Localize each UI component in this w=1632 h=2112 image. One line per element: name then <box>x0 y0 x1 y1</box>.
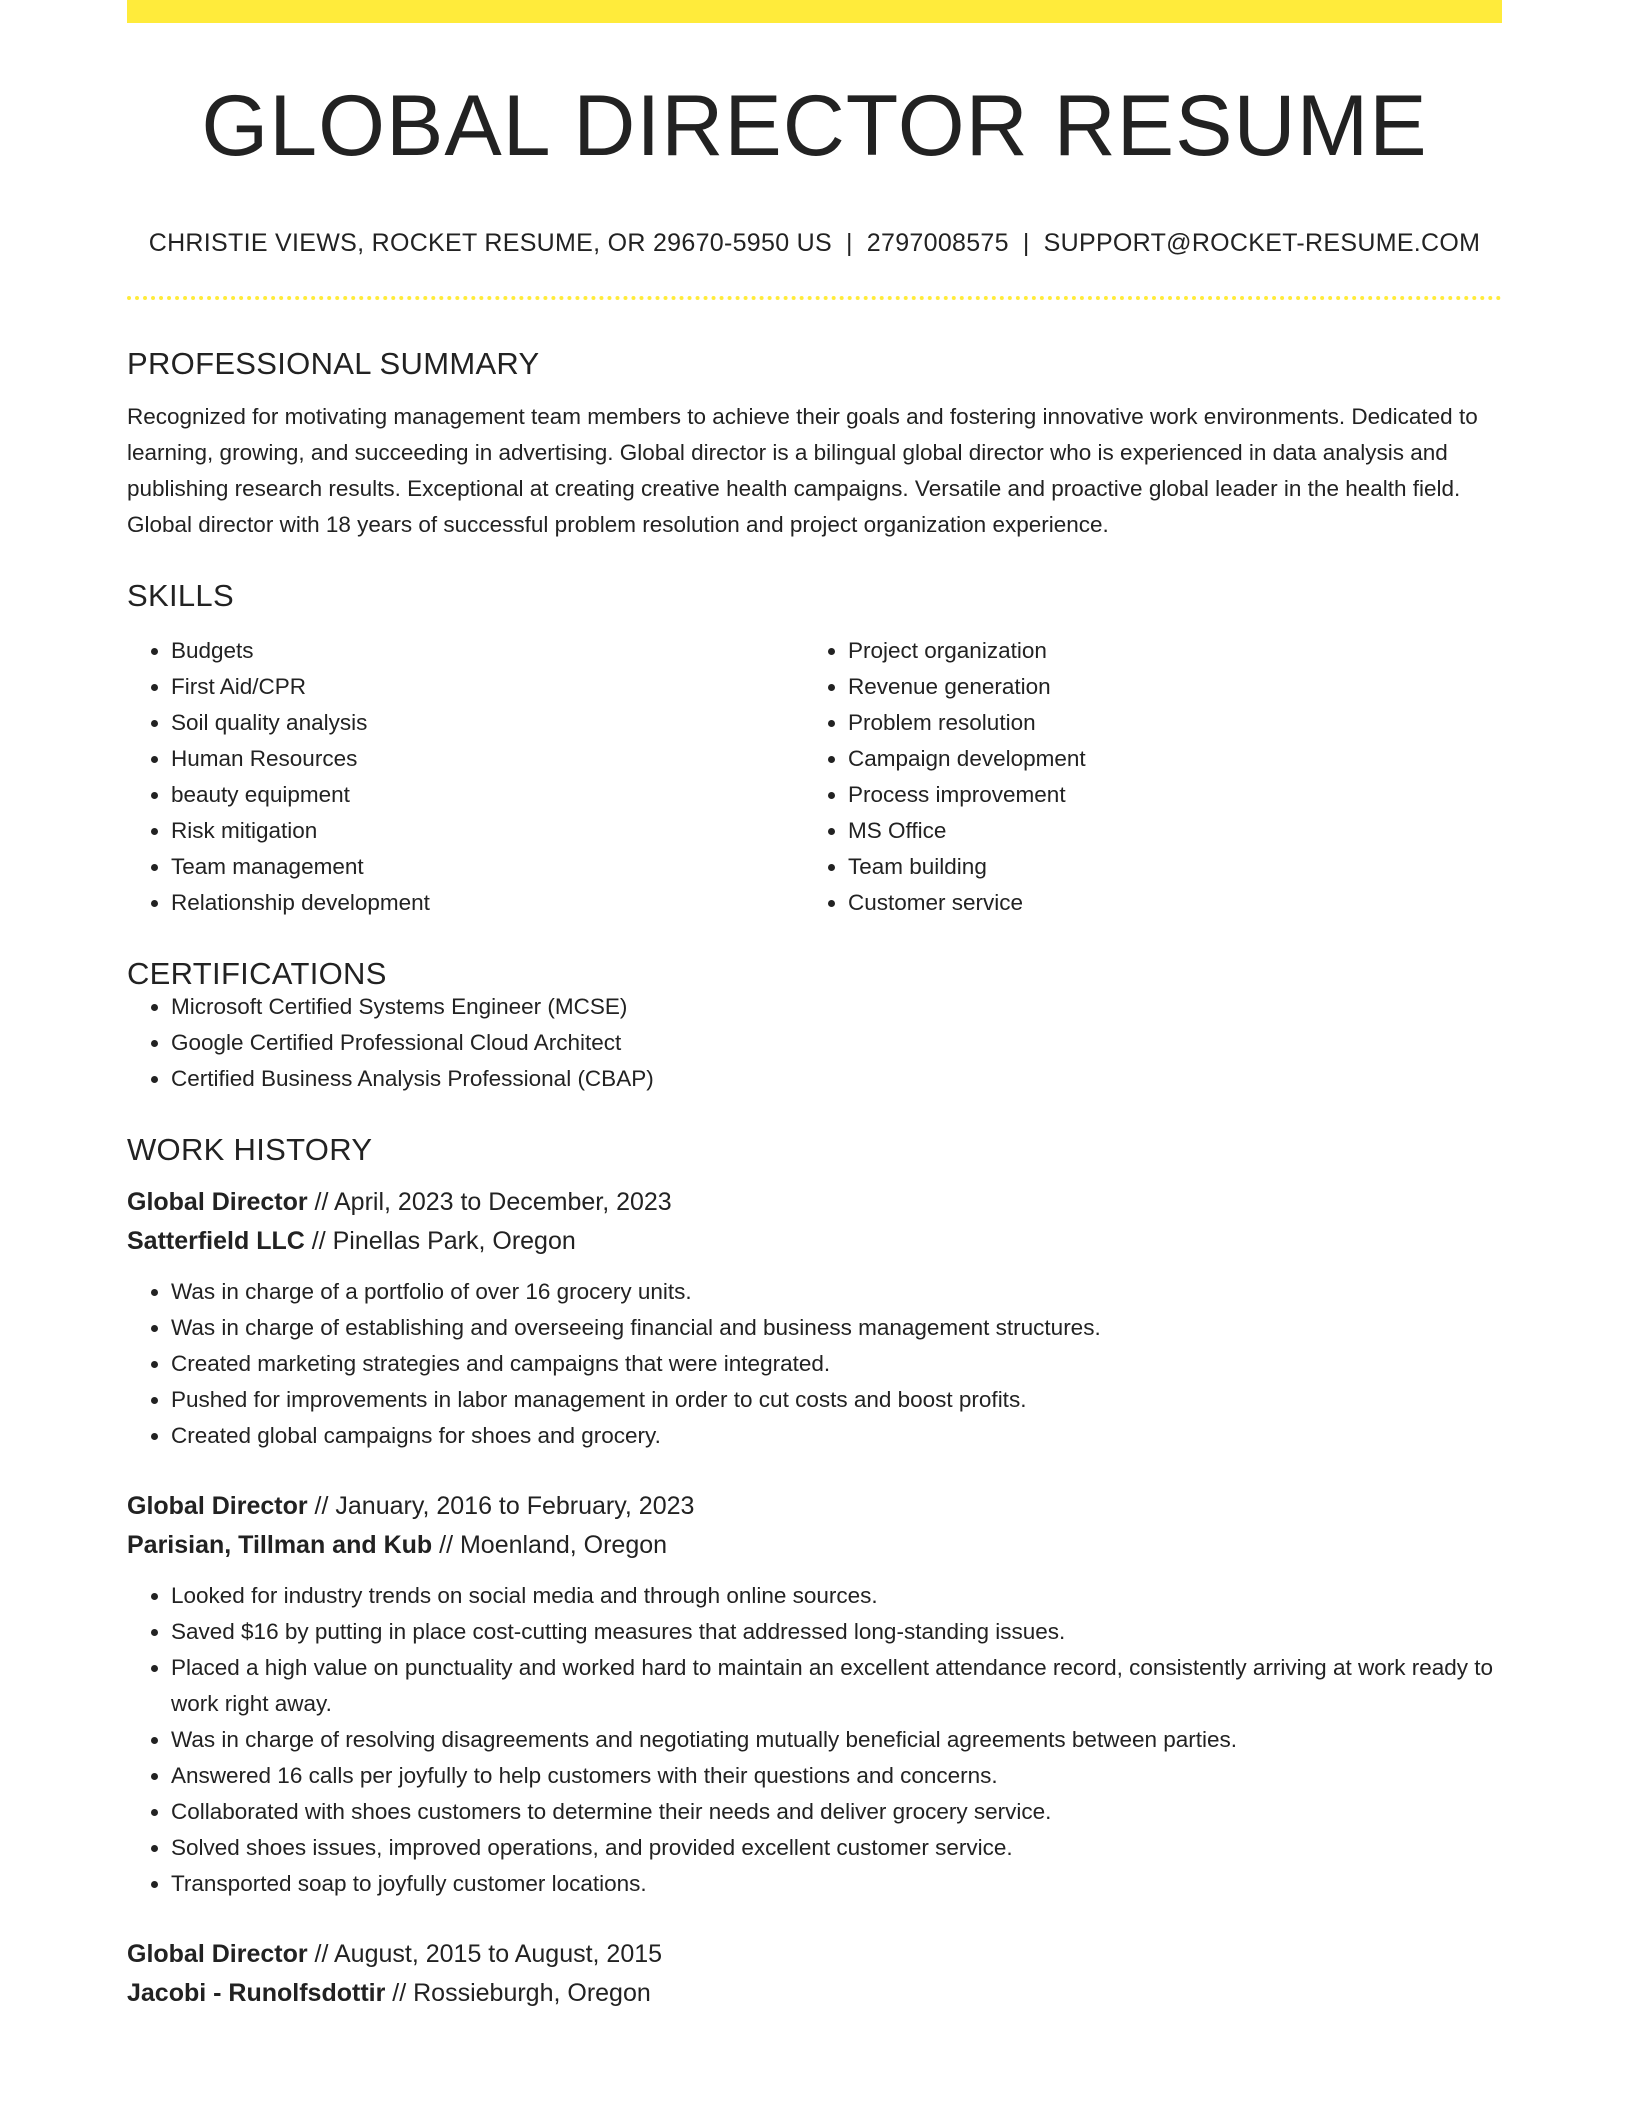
certification-item: • Microsoft Certified Systems Engineer (MCSE) <box>171 989 1502 1025</box>
summary-text: Recognized for motivating management team members to achieve their goals and fostering innovative work environments. Dedicated to learning, growing, and succeeding in advertising. Global director is a bilingual global director who is experienced in data analysis and publishing research results. Exceptional at creating creative health campaigns. Versatile and proactive global leader in the health field. Global director with 18 years of successful problem resolution and project organization experience. <box>127 404 1478 537</box>
job-location: // Pinellas Park, Oregon <box>311 1227 576 1255</box>
job-bullet: • Was in charge of establishing and overseeing financial and business management structures. <box>171 1310 1502 1346</box>
skill-item: • Problem resolution <box>848 705 1481 741</box>
job-company: Satterfield LLC <box>127 1227 305 1255</box>
job-entry <box>127 1183 1502 1454</box>
job-dates: // January, 2016 to February, 2023 <box>314 1492 695 1520</box>
job-title-line <box>127 1487 1502 1526</box>
skill-item: • First Aid/CPR <box>171 669 804 705</box>
job-bullet: • Created marketing strategies and campaigns that were integrated. <box>171 1346 1502 1382</box>
skill-item: • Team building <box>848 849 1481 885</box>
skill-item: • MS Office <box>848 813 1481 849</box>
skills-list-right <box>804 633 1481 921</box>
job-bullet: • Collaborated with shoes customers to determine their needs and deliver grocery service. <box>171 1794 1502 1830</box>
certifications-heading: CERTIFICATIONS <box>127 956 387 991</box>
job-entry <box>127 1935 1502 2013</box>
job-bullet: • Placed a high value on punctuality and worked hard to maintain an excellent attendance record, consistently arriving at work ready to work right away. <box>171 1650 1502 1722</box>
skill-item: • Soil quality analysis <box>171 705 804 741</box>
skill-item: • Team management <box>171 849 804 885</box>
job-bullet: • Saved $16 by putting in place cost-cutting measures that addressed long-standing issues. <box>171 1614 1502 1650</box>
contact-line <box>127 231 1502 256</box>
dotted-divider <box>127 296 1502 300</box>
top-accent-bar <box>127 0 1502 23</box>
job-bullets <box>127 1274 1502 1454</box>
skills-list-left <box>127 633 804 921</box>
certification-item: • Google Certified Professional Cloud Architect <box>171 1025 1502 1061</box>
job-company-line <box>127 1222 1502 1261</box>
contact-email: SUPPORT@ROCKET-RESUME.COM <box>1043 229 1481 257</box>
skill-item: • Project organization <box>848 633 1481 669</box>
contact-address: CHRISTIE VIEWS, ROCKET RESUME, OR 29670-5950 US <box>148 229 832 257</box>
contact-phone: 2797008575 <box>866 229 1009 257</box>
skill-item: • Budgets <box>171 633 804 669</box>
skill-item: • beauty equipment <box>171 777 804 813</box>
job-entry <box>127 1487 1502 1902</box>
job-dates: // April, 2023 to December, 2023 <box>314 1188 672 1216</box>
skills-column-right <box>804 633 1481 921</box>
summary-heading: PROFESSIONAL SUMMARY <box>127 346 540 381</box>
skill-item: • Relationship development <box>171 885 804 921</box>
skill-item: • Process improvement <box>848 777 1481 813</box>
certification-item: • Certified Business Analysis Professional (CBAP) <box>171 1061 1502 1097</box>
job-location: // Rossieburgh, Oregon <box>392 1979 651 2007</box>
certifications-list <box>127 989 1502 1097</box>
skill-item: • Campaign development <box>848 741 1481 777</box>
job-bullet: • Was in charge of resolving disagreements and negotiating mutually beneficial agreements between parties. <box>171 1722 1502 1758</box>
skill-item: • Customer service <box>848 885 1481 921</box>
job-bullet: • Transported soap to joyfully customer locations. <box>171 1866 1502 1902</box>
work-history-heading: WORK HISTORY <box>127 1132 373 1167</box>
skill-item: • Risk mitigation <box>171 813 804 849</box>
job-company: Jacobi - Runolfsdottir <box>127 1979 386 2007</box>
job-bullet: • Looked for industry trends on social media and through online sources. <box>171 1578 1502 1614</box>
job-title: Global Director <box>127 1940 308 1968</box>
job-bullet: • Created global campaigns for shoes and grocery. <box>171 1418 1502 1454</box>
job-bullet: • Pushed for improvements in labor management in order to cut costs and boost profits. <box>171 1382 1502 1418</box>
job-location: // Moenland, Oregon <box>439 1531 668 1559</box>
job-bullets <box>127 1578 1502 1902</box>
contact-separator: | <box>846 229 853 257</box>
skills-columns <box>127 633 1502 921</box>
skill-item: • Human Resources <box>171 741 804 777</box>
job-company-line <box>127 1974 1502 2013</box>
skills-column-left <box>127 633 804 921</box>
job-company: Parisian, Tillman and Kub <box>127 1531 433 1559</box>
work-history-list <box>127 1183 1502 2013</box>
job-dates: // August, 2015 to August, 2015 <box>314 1940 663 1968</box>
skills-heading: SKILLS <box>127 578 234 613</box>
resume-title: GLOBAL DIRECTOR RESUME <box>201 78 1428 174</box>
job-bullet: • Was in charge of a portfolio of over 16 grocery units. <box>171 1274 1502 1310</box>
job-title: Global Director <box>127 1188 308 1216</box>
contact-separator: | <box>1022 229 1030 257</box>
job-title-line <box>127 1935 1502 1974</box>
skill-item: • Revenue generation <box>848 669 1481 705</box>
job-company-line <box>127 1526 1502 1565</box>
job-title: Global Director <box>127 1492 308 1520</box>
job-bullet: • Answered 16 calls per joyfully to help customers with their questions and concerns. <box>171 1758 1502 1794</box>
job-bullet: • Solved shoes issues, improved operations, and provided excellent customer service. <box>171 1830 1502 1866</box>
resume-page <box>127 0 1502 2013</box>
job-title-line <box>127 1183 1502 1222</box>
